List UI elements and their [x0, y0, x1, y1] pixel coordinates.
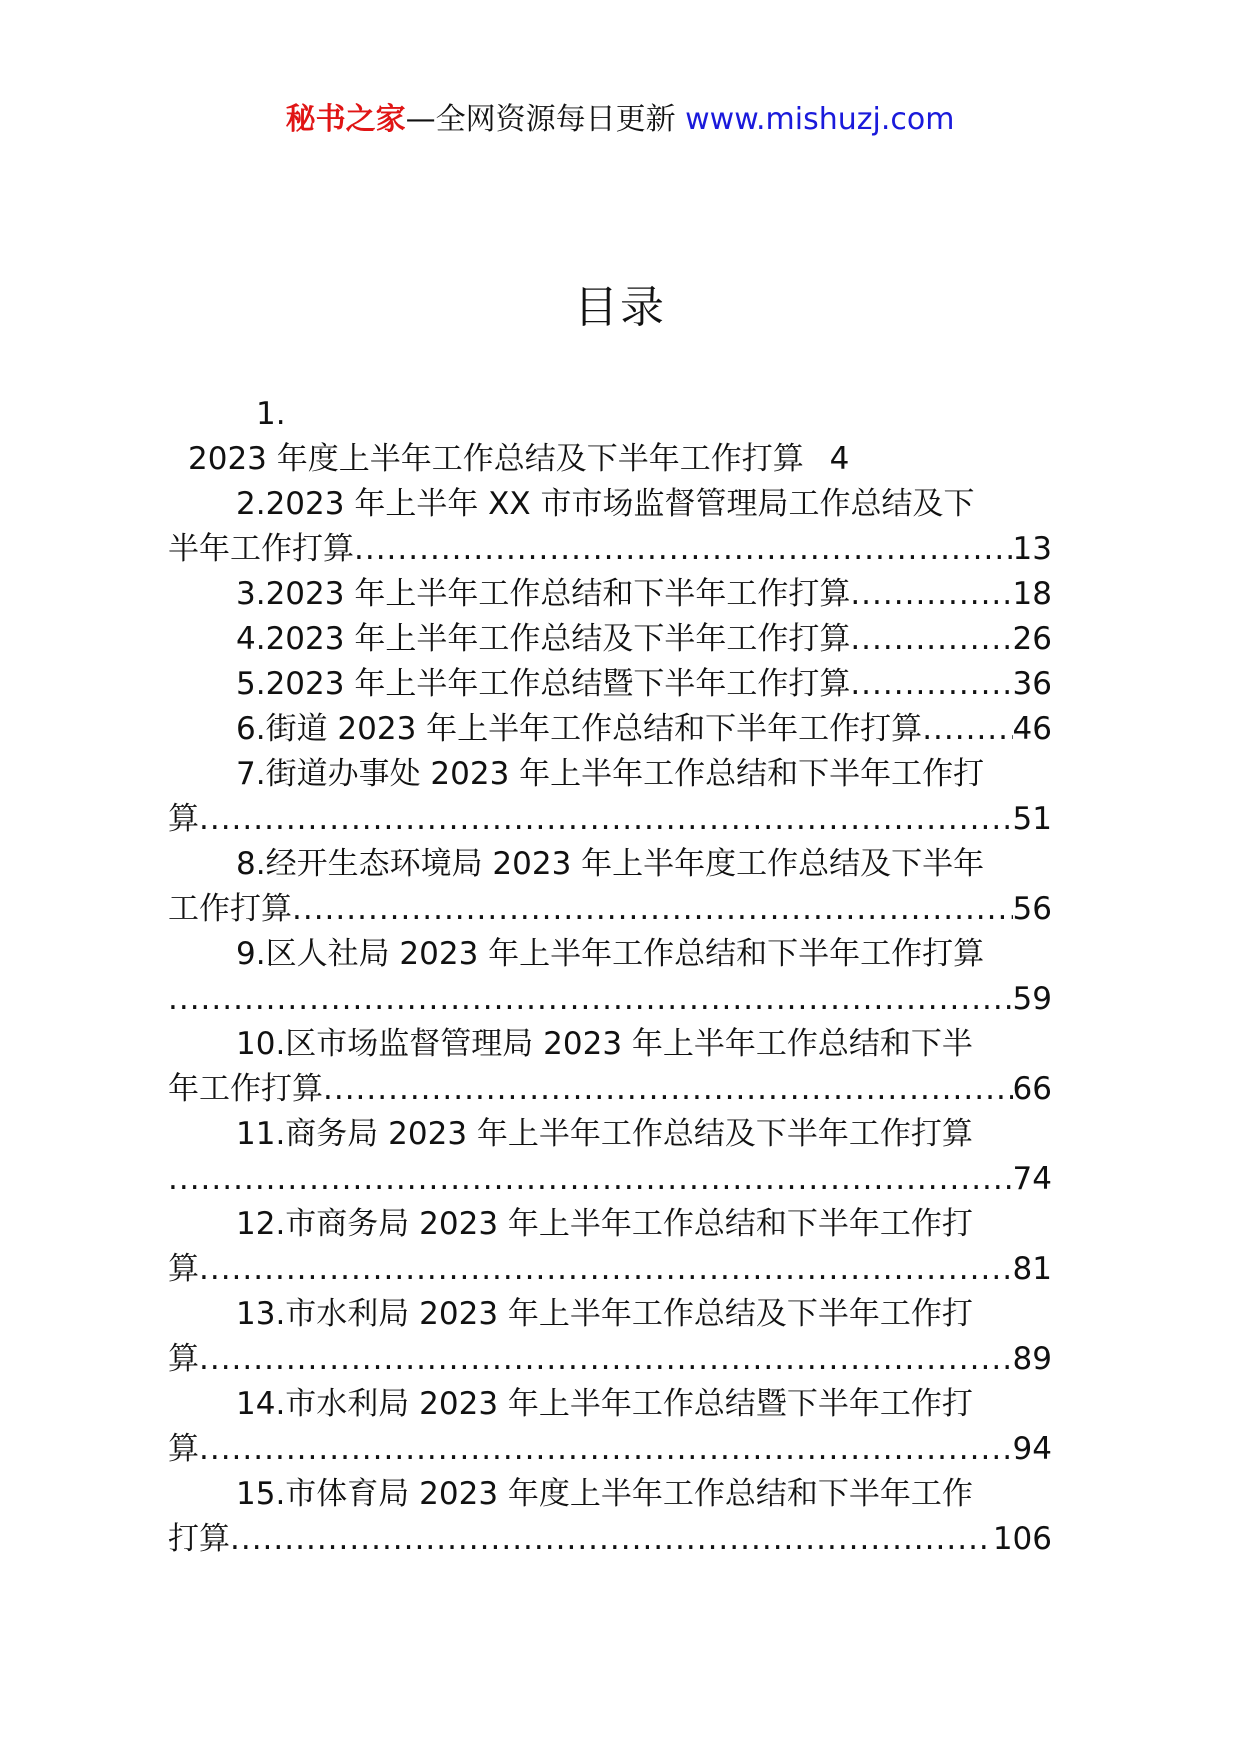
table-of-contents	[168, 392, 1052, 1562]
toc-entry-3[interactable]	[168, 572, 1052, 617]
toc-entry-title-line: 2.2023 年上半年 XX 市市场监督管理局工作总结及下	[236, 486, 975, 522]
toc-entry-page: 106	[992, 1521, 1052, 1557]
dot-leader	[199, 1427, 1013, 1472]
toc-entry-leader-line	[168, 572, 1052, 617]
toc-entry-title: 4.2023 年上半年工作总结及下半年工作打算	[236, 621, 851, 657]
toc-entry-title-line: 8.经开生态环境局 2023 年上半年度工作总结及下半年	[236, 846, 985, 882]
dot-leader	[292, 887, 1013, 932]
toc-entry-leader-line	[168, 797, 1052, 842]
toc-entry-leader-line	[168, 527, 1052, 572]
toc-entry-title-line: 7.街道办事处 2023 年上半年工作总结和下半年工作打	[236, 756, 985, 792]
toc-entry-title: 算	[168, 1341, 199, 1377]
toc-entry-11[interactable]	[168, 1112, 1052, 1202]
toc-entry-leader-line	[168, 1427, 1052, 1472]
toc-entry-title: 算	[168, 801, 199, 837]
toc-entry-title: 工作打算	[168, 891, 292, 927]
dot-leader	[850, 662, 1012, 707]
toc-entry-title-line: 13.市水利局 2023 年上半年工作总结及下半年工作打	[236, 1296, 973, 1332]
dot-leader	[199, 1337, 1013, 1382]
toc-entry-15[interactable]	[168, 1472, 1052, 1562]
toc-entry-8[interactable]	[168, 842, 1052, 932]
toc-entry-leader-line	[168, 1157, 1052, 1202]
toc-entry-title: 半年工作打算	[168, 531, 354, 567]
toc-entry-page: 51	[1012, 801, 1052, 837]
toc-entry-1[interactable]	[188, 392, 1052, 482]
toc-entry-page: 81	[1012, 1251, 1052, 1287]
toc-entry-title: 5.2023 年上半年工作总结暨下半年工作打算	[236, 666, 851, 702]
toc-entry-title-line: 15.市体育局 2023 年度上半年工作总结和下半年工作	[236, 1476, 973, 1512]
dot-leader	[199, 1247, 1013, 1292]
toc-entry-page: 74	[1012, 1161, 1052, 1197]
toc-entry-page: 66	[1012, 1071, 1052, 1107]
toc-entry-title: 6.街道 2023 年上半年工作总结和下半年工作打算	[236, 711, 923, 747]
dot-leader	[850, 617, 1012, 662]
toc-entry-page: 36	[1012, 666, 1052, 702]
toc-entry-12[interactable]	[168, 1202, 1052, 1292]
dot-leader	[199, 797, 1013, 842]
toc-entry-page: 18	[1012, 576, 1052, 612]
toc-entry-title-line	[188, 437, 1052, 482]
toc-entry-number: 1.	[256, 396, 286, 432]
toc-entry-leader-line	[168, 1067, 1052, 1112]
toc-entry-14[interactable]	[168, 1382, 1052, 1472]
toc-entry-title-line: 11.商务局 2023 年上半年工作总结及下半年工作打算	[236, 1116, 973, 1152]
toc-entry-title: 打算	[168, 1521, 230, 1557]
toc-entry-leader-line	[168, 707, 1052, 752]
toc-entry-7[interactable]	[168, 752, 1052, 842]
dot-leader	[850, 572, 1012, 617]
toc-entry-page: 59	[1012, 981, 1052, 1017]
site-header	[0, 100, 1240, 140]
header-tagline: —全网资源每日更新	[405, 102, 676, 137]
toc-entry-title: 2023 年度上半年工作总结及下半年工作打算	[188, 441, 804, 477]
toc-entry-9[interactable]	[168, 932, 1052, 1022]
toc-title: 目录	[574, 282, 666, 333]
toc-entry-leader-line	[168, 887, 1052, 932]
toc-entry-6[interactable]	[168, 707, 1052, 752]
toc-entry-4[interactable]	[168, 617, 1052, 662]
dot-leader	[230, 1517, 993, 1562]
toc-entry-13[interactable]	[168, 1292, 1052, 1382]
toc-entry-page: 46	[1012, 711, 1052, 747]
toc-entry-leader-line	[168, 1337, 1052, 1382]
dot-leader	[323, 1067, 1013, 1112]
toc-entry-page: 13	[1012, 531, 1052, 567]
toc-entry-page: 89	[1012, 1341, 1052, 1377]
toc-entry-title: 3.2023 年上半年工作总结和下半年工作打算	[236, 576, 851, 612]
toc-entry-title-line: 10.区市场监督管理局 2023 年上半年工作总结和下半	[236, 1026, 973, 1062]
site-url-link[interactable]: www.mishuzj.com	[685, 102, 955, 137]
dot-leader	[168, 977, 1013, 1022]
toc-entry-10[interactable]	[168, 1022, 1052, 1112]
toc-entry-title: 算	[168, 1431, 199, 1467]
toc-entry-page: 94	[1012, 1431, 1052, 1467]
toc-entry-leader-line	[168, 1247, 1052, 1292]
toc-entry-leader-line	[168, 1517, 1052, 1562]
toc-entry-page: 56	[1012, 891, 1052, 927]
toc-entry-title: 算	[168, 1251, 199, 1287]
toc-entry-page: 4	[829, 441, 850, 477]
toc-entry-title-line: 12.市商务局 2023 年上半年工作总结和下半年工作打	[236, 1206, 973, 1242]
toc-entry-5[interactable]	[168, 662, 1052, 707]
dot-leader	[354, 527, 1013, 572]
toc-entry-leader-line	[168, 977, 1052, 1022]
toc-entry-title-line: 9.区人社局 2023 年上半年工作总结和下半年工作打算	[236, 936, 985, 972]
toc-entry-leader-line	[168, 662, 1052, 707]
dot-leader	[168, 1157, 1013, 1202]
toc-entry-title: 年工作打算	[168, 1071, 323, 1107]
toc-entry-leader-line	[168, 617, 1052, 662]
brand-name: 秘书之家	[285, 102, 406, 137]
toc-entry-2[interactable]	[168, 482, 1052, 572]
dot-leader	[922, 707, 1012, 752]
toc-entry-title-line: 14.市水利局 2023 年上半年工作总结暨下半年工作打	[236, 1386, 973, 1422]
toc-entry-page: 26	[1012, 621, 1052, 657]
